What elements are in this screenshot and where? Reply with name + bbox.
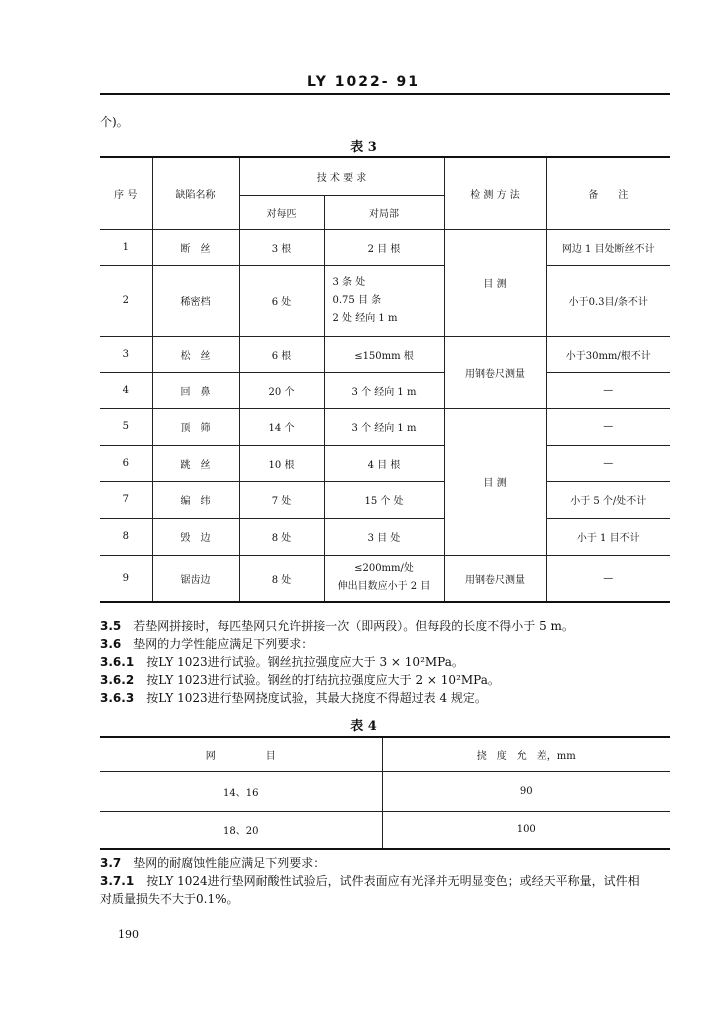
clause-text: 若垫网拼接时，每匹垫网只允许拼接一次（即两段）。但每段的长度不得小于 5 m。: [133, 619, 574, 633]
cell-per-roll: 10 根: [239, 445, 324, 481]
clause: [100, 617, 680, 635]
table3-caption: 表 3: [350, 140, 377, 155]
th-tech: 技 术 要 求: [239, 157, 444, 195]
table3: [100, 156, 670, 603]
cell-no: 7: [100, 481, 152, 518]
th-deflection: 挠 度 允 差，mm: [382, 737, 670, 771]
cell-note: 小于0.3目/条不计: [546, 265, 670, 336]
clause-number: 3.6.3: [100, 691, 135, 705]
th-note: 备 注: [546, 157, 670, 229]
cell-local: 2 目 根: [324, 229, 444, 265]
cell-name: 断 丝: [152, 229, 239, 265]
table-row: [100, 229, 670, 265]
cell-local: 4 目 根: [324, 445, 444, 481]
cell-method: 目 测: [444, 408, 546, 555]
table-row: [100, 336, 670, 372]
cell-name: 稀密档: [152, 265, 239, 336]
cell-local: 15 个 处: [324, 481, 444, 518]
cell-note: —: [546, 445, 670, 481]
header-rule: [100, 93, 670, 95]
table-row: [100, 372, 670, 408]
th-no: 序 号: [100, 157, 152, 229]
clause-text: 按LY 1023进行试验。钢丝抗拉强度应大于 3 × 10²MPa。: [146, 655, 464, 669]
standard-code-header: LY 1022- 91: [307, 74, 420, 90]
table-row: [100, 408, 670, 445]
cell-per-roll: 8 处: [239, 518, 324, 555]
cell-per-roll: 14 个: [239, 408, 324, 445]
cell-local-line: 2 处 经向 1 m: [332, 312, 398, 324]
cell-mesh: 18、20: [100, 811, 382, 849]
cell-local: [324, 555, 444, 602]
table-row: [100, 555, 670, 602]
cell-per-roll: 7 处: [239, 481, 324, 518]
clause: [100, 854, 680, 872]
cell-note: 小于 5 个/处不计: [546, 481, 670, 518]
clause-number: 3.6.2: [100, 673, 135, 687]
cell-name: 跳 丝: [152, 445, 239, 481]
cell-no: 8: [100, 518, 152, 555]
page-number: 190: [118, 928, 139, 941]
cell-method: 用钢卷尺测量: [444, 555, 546, 602]
cell-no: 5: [100, 408, 152, 445]
cell-local-line: 3 条 处: [332, 276, 366, 288]
th-defect: 缺陷名称: [152, 157, 239, 229]
table-row: [100, 481, 670, 518]
clause-number: 3.5: [100, 619, 122, 633]
cell-note: 小于 1 目不计: [546, 518, 670, 555]
cell-per-roll: 6 根: [239, 336, 324, 372]
cell-note: 网边 1 目处断丝不计: [546, 229, 670, 265]
cell-local: ≤150mm 根: [324, 336, 444, 372]
cell-per-roll: 20 个: [239, 372, 324, 408]
table4: [100, 736, 670, 850]
cell-per-roll: 8 处: [239, 555, 324, 602]
cell-note: —: [546, 555, 670, 602]
cell-no: 1: [100, 229, 152, 265]
cell-local-line: 伸出目数应小于 2 目: [337, 581, 431, 593]
clause-text: 按LY 1023进行试验。钢丝的打结抗拉强度应大于 2 × 10²MPa。: [146, 673, 500, 687]
cell-per-roll: 6 处: [239, 265, 324, 336]
cell-name: 锯齿边: [152, 555, 239, 602]
table4-caption: 表 4: [350, 719, 377, 734]
cell-method: 用钢卷尺测量: [444, 336, 546, 408]
th-mesh: 网 目: [100, 737, 382, 771]
clause-text: 垫网的耐腐蚀性能应满足下列要求：: [133, 856, 326, 870]
clause-number: 3.7.1: [100, 874, 135, 888]
clause: [100, 689, 680, 707]
cell-no: 3: [100, 336, 152, 372]
cell-local: 3 个 经向 1 m: [324, 408, 444, 445]
cell-name: 顶 筛: [152, 408, 239, 445]
th-per-roll: 对每匹: [239, 195, 324, 229]
clause: [100, 872, 680, 890]
clause: [100, 653, 680, 671]
cell-note: 小于30mm/根不计: [546, 336, 670, 372]
cell-name: 编 纬: [152, 481, 239, 518]
table-row: [100, 771, 670, 811]
clause: [100, 635, 680, 653]
cell-note: —: [546, 372, 670, 408]
cell-local-line: 0.75 目 条: [332, 294, 382, 306]
cell-local: [324, 265, 444, 336]
clause-text: 按LY 1024进行垫网耐酸性试验后，试件表面应有光泽并无明显变色；或经天平称量，试件相: [146, 874, 640, 888]
clause-text: 垫网的力学性能应满足下列要求：: [133, 637, 314, 651]
cell-name: 毁 边: [152, 518, 239, 555]
clause-block-2: [100, 854, 680, 908]
clause-number: 3.6.1: [100, 655, 135, 669]
cell-local: 3 个 经向 1 m: [324, 372, 444, 408]
cell-no: 9: [100, 555, 152, 602]
table-row: [100, 518, 670, 555]
intro-tail-text: 个)。: [100, 115, 129, 129]
table-row: [100, 811, 670, 849]
clause-number: 3.7: [100, 856, 122, 870]
cell-no: 6: [100, 445, 152, 481]
cell-mesh: 14、16: [100, 771, 382, 811]
cell-no: 4: [100, 372, 152, 408]
cell-deflection: 90: [382, 771, 670, 811]
clause-block: [100, 617, 680, 707]
th-method: 检 测 方 法: [444, 157, 546, 229]
cell-local: 3 目 处: [324, 518, 444, 555]
cell-deflection: 100: [382, 811, 670, 849]
clause-number: 3.6: [100, 637, 122, 651]
cell-per-roll: 3 根: [239, 229, 324, 265]
cell-note: —: [546, 408, 670, 445]
cell-method: 目 测: [444, 229, 546, 336]
clause-continuation: 对质量损失不大于0.1%。: [100, 892, 239, 906]
th-local: 对局部: [324, 195, 444, 229]
clause: [100, 671, 680, 689]
cell-name: 回 鼻: [152, 372, 239, 408]
cell-name: 松 丝: [152, 336, 239, 372]
clause-text: 按LY 1023进行垫网挠度试验，其最大挠度不得超过表 4 规定。: [146, 691, 487, 705]
table-row: [100, 445, 670, 481]
cell-no: 2: [100, 265, 152, 336]
cell-local-line: ≤200mm/处: [354, 563, 414, 575]
table-row: [100, 265, 670, 336]
